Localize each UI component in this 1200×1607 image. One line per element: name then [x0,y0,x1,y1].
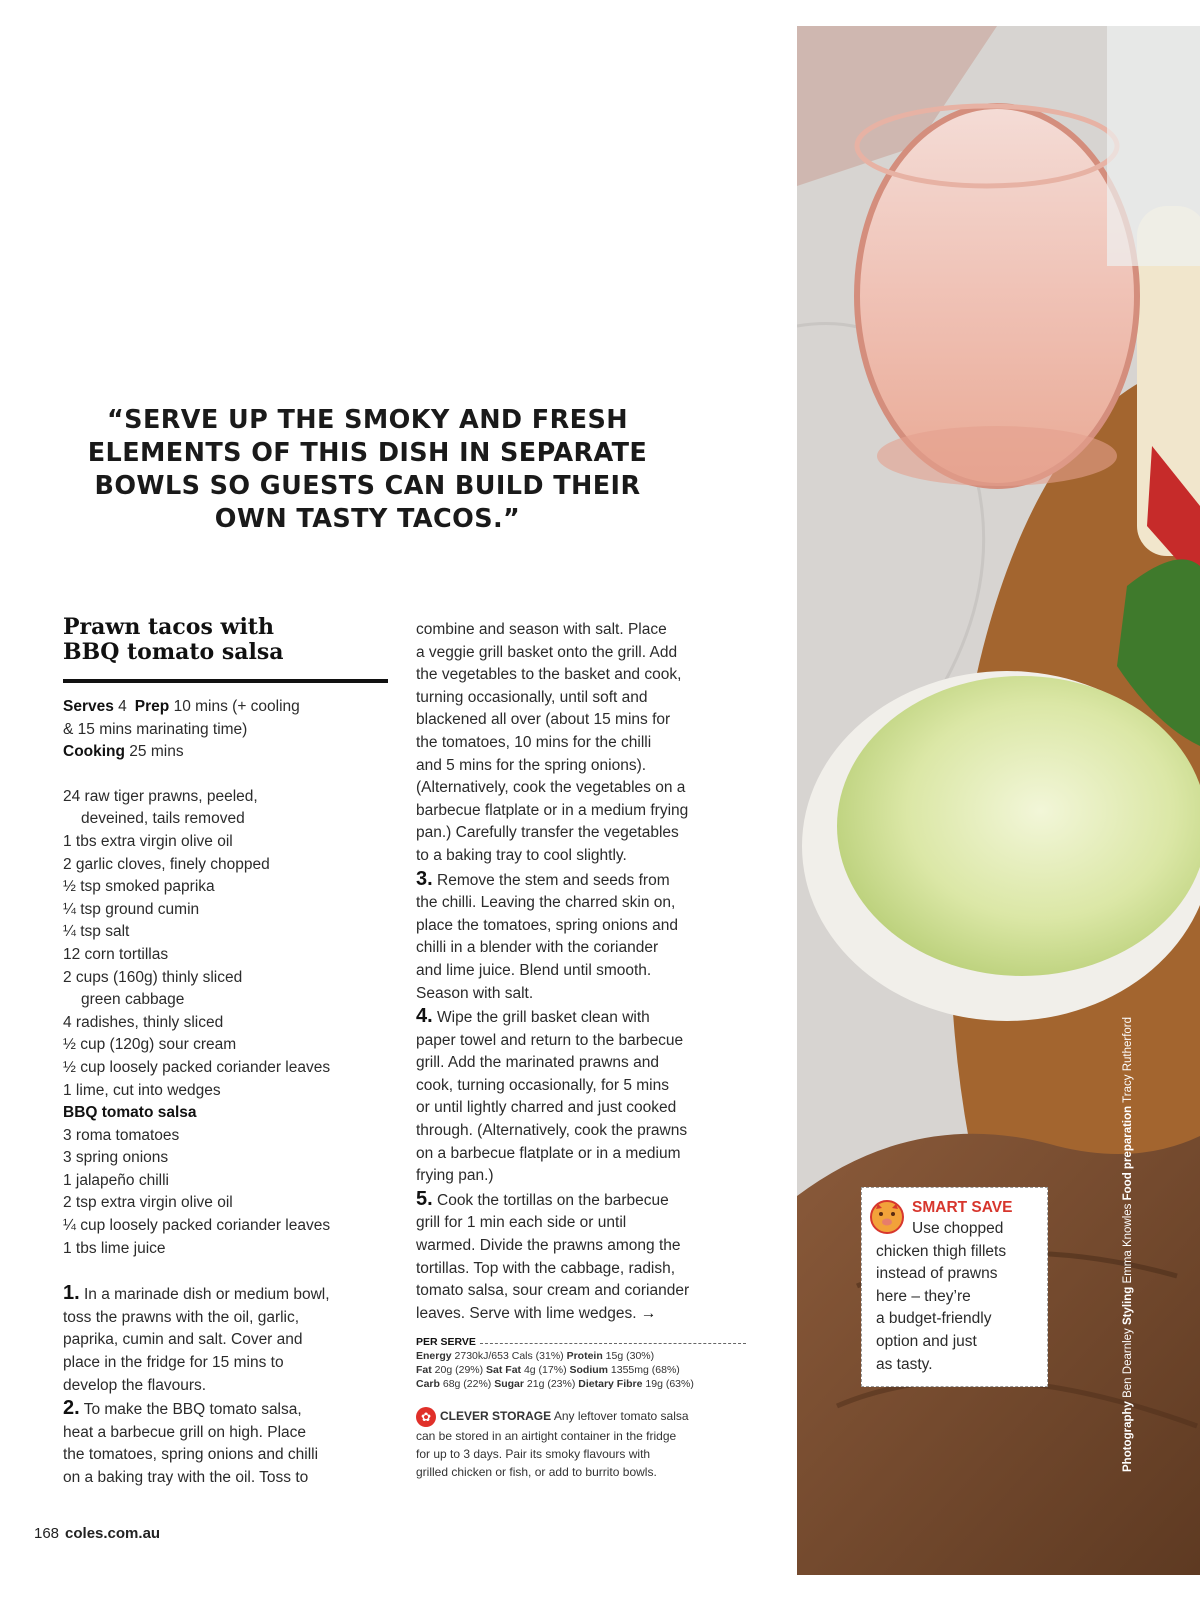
salsa-ingredient-item: ¼ cup loosely packed coriander leaves [63,1217,331,1235]
method-line: Remove the stem and seeds from [437,871,670,889]
method-line: the tomatoes, spring onions and chilli [63,1446,319,1464]
recipe-meta [63,696,393,764]
method-line: develop the flavours. [63,1376,207,1394]
salsa-ingredient-item: 3 roma tomatoes [63,1126,180,1144]
method-line: and 5 mins for the spring onions). [416,756,647,774]
smart-save-line: instead of prawns [876,1265,998,1283]
ingredient-item: ½ cup loosely packed coriander leaves [63,1058,331,1076]
method-line: to a baking tray to cool slightly. [416,846,627,864]
clever-storage-label: CLEVER STORAGE [440,1409,552,1424]
prep-label: Prep [134,698,170,715]
quote-line: OWN TASTY TACOS.” [214,504,521,534]
method-line: In a marinade dish or medium bowl, [84,1286,330,1304]
step-number: 3. [416,867,433,890]
quote-line: BOWLS SO GUESTS CAN BUILD THEIR [94,471,641,501]
sodium-value: 1355mg (68%) [608,1364,680,1377]
salsa-ingredient-item: 2 tsp extra virgin olive oil [63,1194,233,1212]
method-line: heat a barbecue grill on high. Place [63,1423,306,1441]
nutrition-panel [416,1335,746,1391]
step-number: 2. [63,1397,80,1420]
smart-save-title: SMART SAVE [912,1199,1013,1216]
quote-line: ELEMENTS OF THIS DISH IN SEPARATE [87,438,648,468]
recipe-title-line: Prawn tacos with [63,614,274,640]
styling-credit-label: Styling [1122,1286,1134,1325]
prep-value: 10 mins (+ cooling [169,698,300,715]
satfat-value: 4g (17%) [521,1364,570,1377]
salsa-ingredient-item: 3 spring onions [63,1149,169,1167]
ingredient-item: 4 radishes, thinly sliced [63,1013,224,1031]
method-line: blackened all over (about 15 mins for [416,711,671,729]
ingredient-item: ½ cup (120g) sour cream [63,1036,237,1054]
styling-credit-name: Emma Knowles [1122,1200,1134,1287]
ingredient-item: ¼ tsp salt [63,923,130,941]
method-line: the chilli. Leaving the charred skin on, [416,894,676,912]
method-line: and lime juice. Blend until smooth. [416,961,652,979]
clever-storage-text: Any leftover tomato salsa [551,1409,689,1424]
method-line: the tomatoes, 10 mins for the chilli [416,733,652,751]
method-line: the vegetables to the basket and cook, [416,666,682,684]
method-line: tortillas. Top with the cabbage, radish, [416,1259,676,1277]
protein-label: Protein [566,1350,603,1363]
photo-credit-label: Photography [1122,1401,1134,1472]
ingredient-item: ¼ tsp ground cumin [63,900,200,918]
food-prep-credit-label: Food preparation [1122,1105,1134,1201]
step-number: 1. [63,1282,80,1305]
ingredient-item: 1 tbs extra virgin olive oil [63,832,233,850]
salsa-ingredient-item: 1 jalapeño chilli [63,1171,169,1189]
method-line: a veggie grill basket onto the grill. Add [416,643,678,661]
serves-value: 4 [113,698,127,715]
energy-label: Energy [416,1350,452,1363]
method-line: combine and season with salt. Place [416,621,667,638]
smart-save-line: here – they’re [876,1287,971,1305]
title-rule [63,679,388,683]
method-line: through. (Alternatively, cook the prawns [416,1122,688,1140]
energy-value: 2730kJ/653 Cals (31%) [451,1350,567,1363]
method-line: place in the fridge for 15 mins to [63,1354,284,1372]
method-line: paprika, cumin and salt. Cover and [63,1331,303,1349]
ingredient-item: ½ tsp smoked paprika [63,878,215,896]
ingredient-item: deveined, tails removed [81,810,245,828]
arrow-right-icon: → [640,1304,657,1322]
carb-label: Carb [416,1378,440,1391]
ingredient-item: 12 corn tortillas [63,945,169,963]
ingredient-item: 2 cups (160g) thinly sliced [63,968,243,986]
serves-label: Serves [63,698,114,715]
fibre-label: Dietary Fibre [578,1378,643,1391]
ingredient-item: 2 garlic cloves, finely chopped [63,855,270,873]
method-line: on a baking tray with the oil. Toss to [63,1469,309,1486]
step-number: 4. [416,1005,433,1028]
method-line: Season with salt. [416,984,534,1002]
sugar-value: 21g (23%) [523,1378,579,1391]
method-line: cook, turning occasionally, for 5 mins [416,1076,669,1094]
recipe-title-line: BBQ tomato salsa [63,639,284,665]
method-line: warmed. Divide the prawns among the [416,1237,681,1255]
method-line: grill for 1 min each side or until [416,1214,627,1232]
leaf-icon: ✿ [416,1407,436,1427]
recipe-column-1 [63,615,393,1490]
fat-label: Fat [416,1364,432,1377]
cooking-label: Cooking [63,743,125,761]
clever-storage-tip [416,1407,746,1481]
ingredient-list [63,786,393,1260]
piggy-bank-icon [867,1196,907,1236]
method-line: To make the BBQ tomato salsa, [83,1401,302,1419]
method-line: Wipe the grill basket clean with [437,1009,650,1027]
protein-value: 15g (30%) [602,1350,655,1363]
ingredient-item: green cabbage [81,991,185,1009]
recipe-title [63,615,393,665]
pull-quote [60,404,675,536]
food-prep-credit-name: Tracy Rutherford [1122,1016,1134,1106]
smart-save-box [861,1187,1048,1387]
method-line: leaves. Serve with lime wedges. [416,1304,637,1322]
method-line: tomato salsa, sour cream and coriander [416,1282,690,1300]
smart-save-line: option and just [876,1332,977,1350]
method-line: grill. Add the marinated prawns and [416,1054,659,1072]
method-line: paper towel and return to the barbecue [416,1031,684,1049]
method-part-1 [63,1282,393,1489]
smart-save-line: Use chopped [912,1220,1004,1237]
method-line: on a barbecue flatplate or in a medium [416,1144,681,1162]
smart-save-line: as tasty. [876,1355,933,1373]
salsa-ingredient-item: 1 tbs lime juice [63,1239,166,1257]
dashed-divider [480,1343,746,1344]
method-line: barbecue flatplate or in a medium frying [416,801,689,819]
method-line: turning occasionally, until soft and [416,688,648,706]
salsa-heading: BBQ tomato salsa [63,1104,197,1122]
method-line: place the tomatoes, spring onions and [416,916,678,934]
recipe-column-2 [416,619,746,1481]
page-number: 168 [34,1525,60,1542]
smart-save-line: a budget-friendly [876,1310,992,1328]
sugar-label: Sugar [494,1378,524,1391]
fibre-value: 19g (63%) [642,1378,694,1391]
photo-credit-name: Ben Dearnley [1122,1325,1134,1402]
method-line: Cook the tortillas on the barbecue [437,1191,669,1209]
smart-save-line: chicken thigh fillets [876,1242,1007,1260]
clever-storage-text: can be stored in an airtight container in the fridge [416,1429,677,1444]
sodium-label: Sodium [569,1364,608,1377]
method-line: chilli in a blender with the coriander [416,939,659,957]
nutrition-heading: PER SERVE [416,1336,476,1349]
method-line: (Alternatively, cook the vegetables on a [416,779,686,797]
fat-value: 20g (29%) [431,1364,487,1377]
quote-line: “SERVE UP THE SMOKY AND FRESH [107,405,628,435]
page-footer [34,1525,160,1542]
method-line: pan.) Carefully transfer the vegetables [416,824,679,842]
photo-credits [1122,1017,1134,1472]
cooking-value: 25 mins [125,743,184,761]
satfat-label: Sat Fat [486,1364,522,1377]
method-line: or until lightly charred and just cooked [416,1099,677,1117]
method-line: toss the prawns with the oil, garlic, [63,1308,300,1326]
clever-storage-text: grilled chicken or fish, or add to burrito bowls. [416,1465,657,1480]
clever-storage-text: for up to 3 days. Pair its smoky flavours with [416,1447,651,1462]
ingredient-item: 1 lime, cut into wedges [63,1081,221,1099]
prep-value-cont: & 15 mins marinating time) [63,720,248,738]
site-url: coles.com.au [65,1525,161,1542]
carb-value: 68g (22%) [439,1378,495,1391]
ingredient-item: 24 raw tiger prawns, peeled, [63,787,258,805]
step-number: 5. [416,1187,433,1210]
method-line: frying pan.) [416,1167,494,1185]
